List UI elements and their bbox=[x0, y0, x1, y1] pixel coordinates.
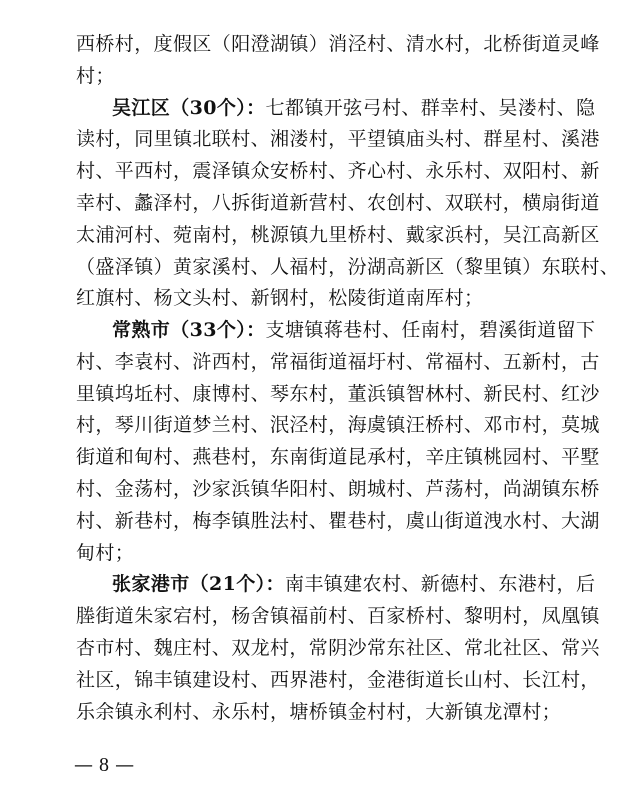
body-text-line: 村； bbox=[76, 65, 115, 87]
footer-dash-left: — bbox=[74, 754, 93, 776]
body-text-line: 村、新巷村，梅李镇胜法村、瞿巷村，虞山街道洩水村、大湖 bbox=[76, 510, 600, 532]
section-heading-wujiang: 吴江区（30个）： bbox=[112, 97, 266, 119]
body-text-line: 里镇坞坵村、康博村、琴东村，董浜镇智林村、新民村、红沙 bbox=[76, 383, 600, 405]
footer-dash-right: — bbox=[115, 754, 135, 776]
body-text-line: 红旗村、杨文头村、新钢村，松陵街道南厍村； bbox=[76, 287, 484, 309]
body-text-line: 村，琴川街道梦兰村、泯泾村，海虞镇汪桥村、邓市村，莫城 bbox=[76, 414, 600, 436]
body-text-line: 西桥村，度假区（阳澄湖镇）消泾村、清水村，北桥街道灵峰 bbox=[76, 33, 600, 55]
section-first-line bbox=[112, 318, 596, 342]
body-text-line: 幸村、蠡泽村，八拆街道新营村、农创村、双联村，横扇街道 bbox=[76, 192, 600, 214]
section-first-line bbox=[112, 572, 596, 596]
page-footer bbox=[74, 753, 134, 777]
body-text-line: 读村，同里镇北联村、湘溇村，平望镇庙头村、群星村、溪港 bbox=[76, 128, 600, 150]
section-text: 南丰镇建农村、新德村、东港村，后 bbox=[284, 573, 596, 595]
body-text-line: 街道和甸村、燕巷村，东南街道昆承村，辛庄镇桃园村、平墅 bbox=[76, 446, 600, 468]
body-text-line: （盛泽镇）黄家溪村、人福村，汾湖高新区（黎里镇）东联村、 bbox=[76, 256, 620, 278]
body-text-line: 社区，锦丰镇建设村、西界港村，金港街道长山村、长江村， bbox=[76, 669, 600, 691]
section-text: 七都镇开弦弓村、群幸村、吴溇村、隐 bbox=[265, 97, 596, 119]
body-text-line: 乐余镇永利村、永乐村，塘桥镇金村村，大新镇龙潭村； bbox=[76, 701, 562, 723]
section-heading-changshu: 常熟市（33个）： bbox=[112, 319, 266, 341]
body-text-line: 太浦河村、菀南村，桃源镇九里桥村、戴家浜村，吴江高新区 bbox=[76, 224, 600, 246]
body-text-line: 杏市村、魏庄村、双龙村，常阴沙常东社区、常北社区、常兴 bbox=[76, 637, 600, 659]
body-text-line: 村、金荡村，沙家浜镇华阳村、朗城村、芦荡村，尚湖镇东桥 bbox=[76, 478, 600, 500]
body-text-line: 塍街道朱家宕村，杨舍镇福前村、百家桥村、黎明村，凤凰镇 bbox=[76, 605, 600, 627]
section-heading-zhangjiagang: 张家港市（21个）： bbox=[112, 573, 285, 595]
body-text-line: 村、李袁村、浒西村，常福街道福圩村、常福村、五新村，古 bbox=[76, 351, 600, 373]
section-text: 支塘镇蒋巷村、任南村，碧溪街道留下 bbox=[265, 319, 596, 341]
page-number: 8 bbox=[99, 754, 110, 776]
body-text-line: 村、平西村，震泽镇众安桥村、齐心村、永乐村、双阳村、新 bbox=[76, 160, 600, 182]
section-first-line bbox=[112, 96, 596, 120]
body-text-line: 甸村； bbox=[76, 542, 135, 564]
